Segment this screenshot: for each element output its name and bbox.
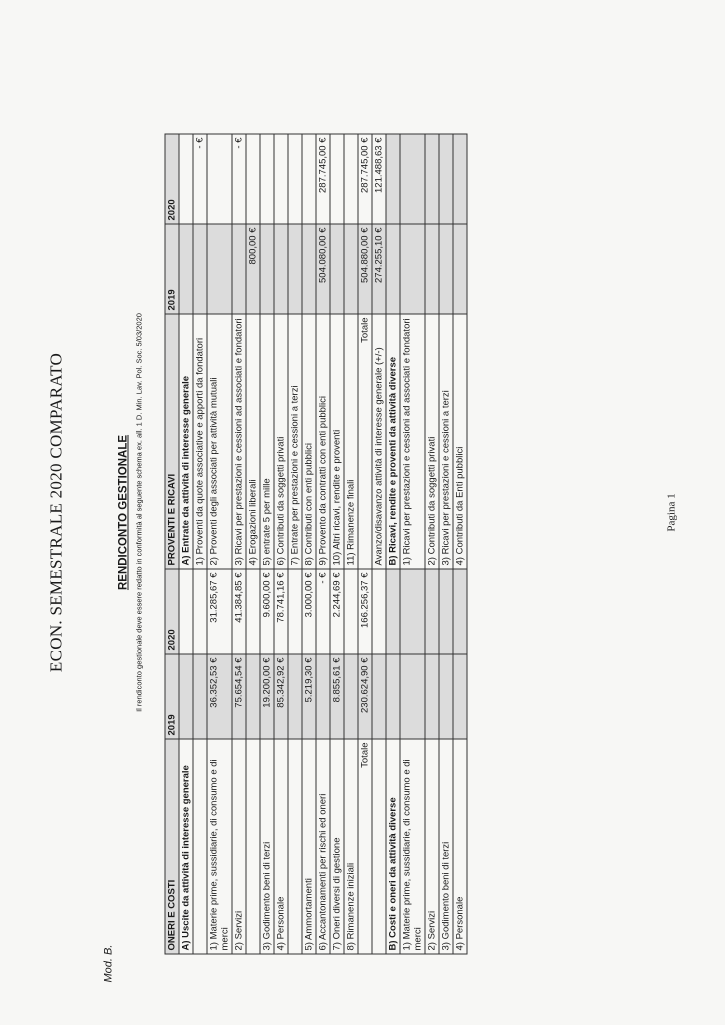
empty-cell xyxy=(386,654,400,739)
empty-cell xyxy=(400,569,425,654)
table-row xyxy=(260,134,274,954)
table-cell: 36.352,53 € xyxy=(207,654,232,739)
table-cell xyxy=(207,224,232,314)
empty-cell xyxy=(386,134,400,224)
empty-cell xyxy=(386,224,400,314)
table-cell: - € xyxy=(316,569,330,654)
empty-cell xyxy=(372,739,386,954)
table-cell: 9) Provento da contratti con enti pubblici xyxy=(316,314,330,569)
section-b-proventi: 4) Contributi da Enti pubblici xyxy=(453,314,467,569)
table-cell xyxy=(179,224,193,314)
table-row xyxy=(330,134,344,954)
empty-cell xyxy=(425,134,439,224)
compliance-note: Il rendiconto gestionale deve essere redatto in conformità al seguente schema ex. all. 1 D. Min. Lav. Pol. Soc. 5/03/2020 xyxy=(134,313,144,712)
empty-cell xyxy=(453,224,467,314)
total-label: Totale xyxy=(358,739,372,954)
section-b-oneri: 3) Godimento beni di terzi xyxy=(439,739,453,954)
table-cell: 9.600,00 € xyxy=(260,569,274,654)
table-cell xyxy=(193,569,207,654)
table-row xyxy=(274,134,288,954)
empty-cell xyxy=(425,224,439,314)
section-b-row xyxy=(425,134,439,954)
section-b-proventi: B) Ricavi, rendite e proventi da attività diverse xyxy=(386,314,400,569)
financial-statement-table xyxy=(165,134,468,955)
table-cell xyxy=(246,569,260,654)
table-cell: A) Uscite da attività di interesse generale xyxy=(179,739,193,954)
table-cell: 7) Entrate per prestazioni e cessioni a terzi xyxy=(288,314,302,569)
table-cell: 10) Altri ricavi, rendite e proventi xyxy=(330,314,344,569)
table-cell: 31.285,67 € xyxy=(207,569,232,654)
table-cell: - € xyxy=(193,134,207,224)
table-cell: 1) Proventi da quote associative e apporti da fondatori xyxy=(193,314,207,569)
empty-cell xyxy=(453,569,467,654)
table-cell: 8) Rimanenze iniziali xyxy=(344,739,358,954)
empty-cell xyxy=(400,654,425,739)
header-oneri: ONERI E COSTI xyxy=(165,739,179,954)
table-cell: 85.342,92 € xyxy=(274,654,288,739)
document-title: ECON. SEMESTRALE 2020 COMPARATO xyxy=(46,352,66,673)
table-cell: 41.384,85 € xyxy=(232,569,246,654)
table-cell xyxy=(260,134,274,224)
surplus-2020: 121.488,63 € xyxy=(372,134,386,224)
model-label: Mod. B. xyxy=(102,944,115,983)
table-cell: 4) Personale xyxy=(274,739,288,954)
empty-cell xyxy=(425,569,439,654)
empty-cell xyxy=(439,569,453,654)
table-cell: 5.219,30 € xyxy=(302,654,316,739)
table-cell xyxy=(344,569,358,654)
total-proventi-label: Totale xyxy=(358,314,372,569)
table-cell xyxy=(274,134,288,224)
section-b-proventi: 2) Contributi da soggetti privati xyxy=(425,314,439,569)
table-row xyxy=(193,134,207,954)
table-row xyxy=(246,134,260,954)
table-cell xyxy=(207,134,232,224)
table-row xyxy=(316,134,330,954)
header-year-2019: 2019 xyxy=(165,654,179,739)
table-cell: 75.654,54 € xyxy=(232,654,246,739)
surplus-2019: 274.255,10 € xyxy=(372,224,386,314)
table-cell xyxy=(179,134,193,224)
table-cell xyxy=(193,739,207,954)
table-cell xyxy=(274,224,288,314)
empty-cell xyxy=(386,569,400,654)
table-row xyxy=(344,134,358,954)
table-cell: 5) entrate 5 per mille xyxy=(260,314,274,569)
table-cell xyxy=(246,134,260,224)
empty-cell xyxy=(372,569,386,654)
table-row xyxy=(207,134,232,954)
scanned-page xyxy=(0,1,725,1025)
table-cell: 800,00 € xyxy=(246,224,260,314)
table-cell xyxy=(302,224,316,314)
surplus-row xyxy=(372,134,386,954)
empty-cell xyxy=(439,224,453,314)
header-proventi-2019: 2019 xyxy=(165,224,179,314)
table-cell xyxy=(288,134,302,224)
table-cell: 78.741,16 € xyxy=(274,569,288,654)
totals-row xyxy=(358,134,372,954)
table-cell xyxy=(344,654,358,739)
header-proventi: PROVENTI E RICAVI xyxy=(165,314,179,569)
empty-cell xyxy=(453,134,467,224)
table-cell: 4) Erogazioni liberali xyxy=(246,314,260,569)
table-cell xyxy=(330,134,344,224)
table-cell xyxy=(344,224,358,314)
table-cell: 8.855,61 € xyxy=(330,654,344,739)
empty-cell xyxy=(453,654,467,739)
table-cell: 19.200,00 € xyxy=(260,654,274,739)
table-row xyxy=(288,134,302,954)
table-cell xyxy=(344,134,358,224)
table-cell: 3) Ricavi per prestazioni e cessioni ad associati e fondatori xyxy=(232,314,246,569)
table-cell: 287.745,00 € xyxy=(316,134,330,224)
total-2020: 166.256,37 € xyxy=(358,569,372,654)
table-cell xyxy=(288,224,302,314)
table-cell xyxy=(246,739,260,954)
table-cell xyxy=(288,569,302,654)
table-cell xyxy=(193,654,207,739)
table-cell xyxy=(246,654,260,739)
table-cell xyxy=(260,224,274,314)
section-b-oneri: 1) Materie prime, sussidiarie, di consumo e di merci xyxy=(400,739,425,954)
surplus-label: Avanzo/disavanzo attività di interesse generale (+/-) xyxy=(372,314,386,569)
table-cell xyxy=(232,224,246,314)
total-proventi-2019: 504.880,00 € xyxy=(358,224,372,314)
page-number: Pagina 1 xyxy=(665,493,678,532)
table-cell: A) Entrate da attività di interesse generale xyxy=(179,314,193,569)
table-cell: 11) Rimanenze finali xyxy=(344,314,358,569)
section-b-oneri: 2) Servizi xyxy=(425,739,439,954)
table-cell xyxy=(193,224,207,314)
section-b-row xyxy=(439,134,453,954)
table-cell: 3) Godimento beni di terzi xyxy=(260,739,274,954)
table-cell: 1) Materie prime, sussidiarie, di consumo e di merci xyxy=(207,739,232,954)
table-header-row xyxy=(165,134,179,954)
section-b-row xyxy=(386,134,400,954)
table-cell xyxy=(179,654,193,739)
table-cell: 2) Servizi xyxy=(232,739,246,954)
empty-cell xyxy=(400,134,425,224)
table-cell: 6) Contributi da soggetti privati xyxy=(274,314,288,569)
table-cell xyxy=(302,134,316,224)
empty-cell xyxy=(372,654,386,739)
table-cell: - € xyxy=(232,134,246,224)
section-b-row xyxy=(453,134,467,954)
table-cell: 504.080,00 € xyxy=(316,224,330,314)
section-b-oneri: B) Costi e oneri da attività diverse xyxy=(386,739,400,954)
table-cell xyxy=(179,569,193,654)
total-2019: 230.624,90 € xyxy=(358,654,372,739)
empty-cell xyxy=(400,224,425,314)
table-cell: 6) Accantonamenti per rischi ed oneri xyxy=(316,739,330,954)
section-b-proventi: 1) Ricavi per prestazioni e cessioni ad associati e fondatori xyxy=(400,314,425,569)
section-b-oneri: 4) Personale xyxy=(453,739,467,954)
table-cell xyxy=(316,654,330,739)
empty-cell xyxy=(439,654,453,739)
table-row xyxy=(302,134,316,954)
table-cell: 3.000,00 € xyxy=(302,569,316,654)
section-b-proventi: 3) Ricavi per prestazioni e cessioni a terzi xyxy=(439,314,453,569)
table-cell xyxy=(288,739,302,954)
section-b-row xyxy=(400,134,425,954)
table-cell: 8) Contributi con enti pubblici xyxy=(302,314,316,569)
table-cell: 2) Proventi degli associati per attività mutuali xyxy=(207,314,232,569)
header-proventi-2020: 2020 xyxy=(165,134,179,224)
table-row xyxy=(179,134,193,954)
table-row xyxy=(232,134,246,954)
total-proventi-2020: 287.745,00 € xyxy=(358,134,372,224)
table-cell: 5) Ammortamenti xyxy=(302,739,316,954)
table-cell: 7) Oneri diversi di gestione xyxy=(330,739,344,954)
table-cell: 2.244,69 € xyxy=(330,569,344,654)
section-title: RENDICONTO GESTIONALE xyxy=(117,434,130,591)
header-year-2020: 2020 xyxy=(165,569,179,654)
empty-cell xyxy=(439,134,453,224)
table-cell xyxy=(330,224,344,314)
table-cell xyxy=(288,654,302,739)
empty-cell xyxy=(425,654,439,739)
